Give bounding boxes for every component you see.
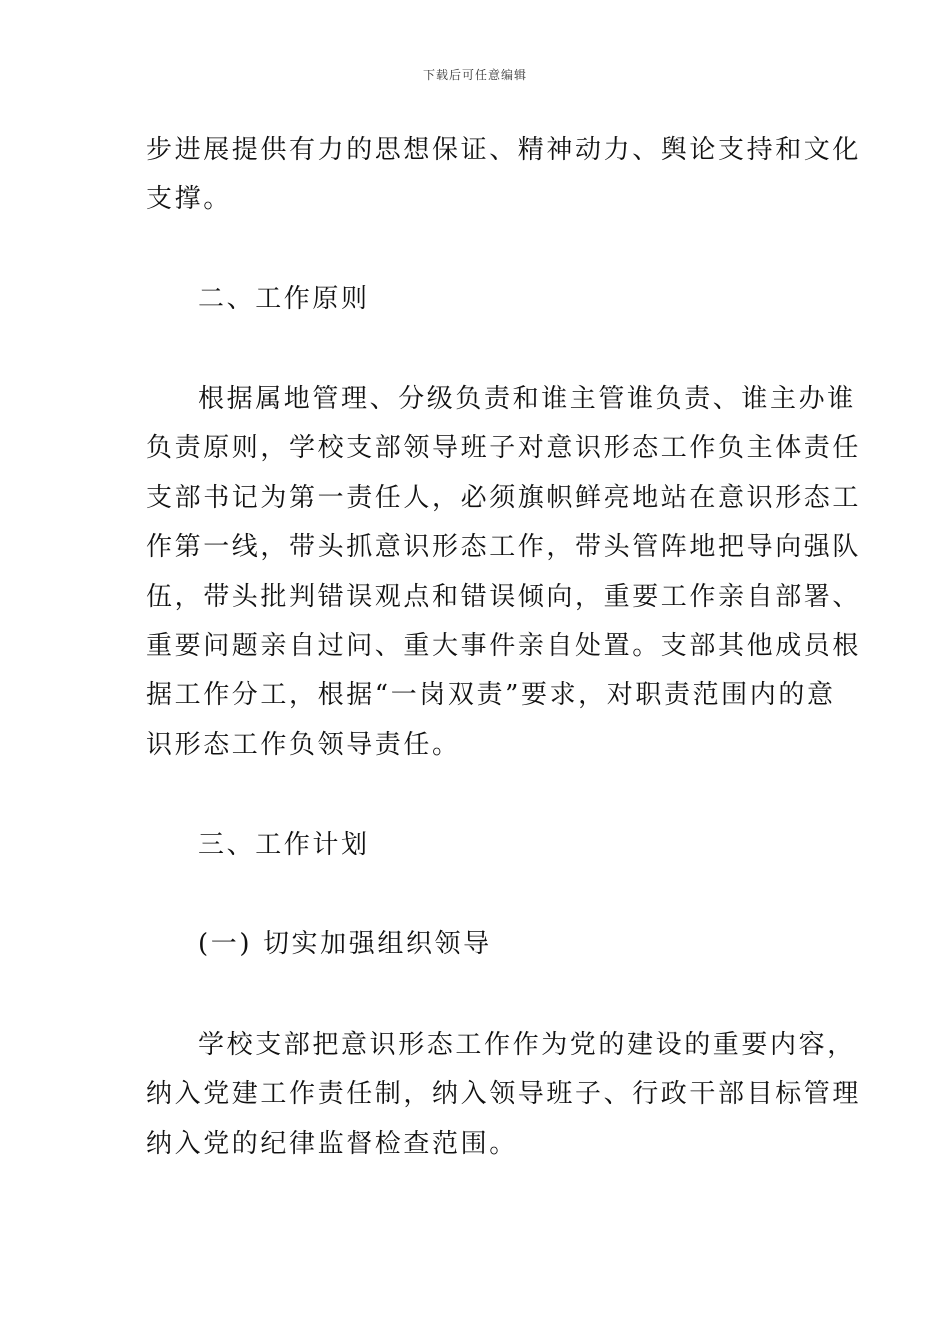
paragraph-line: 支部书记为第一责任人，必须旗帜鲜亮地站在意识形态工 bbox=[146, 483, 862, 513]
paragraph-line: 支撑。 bbox=[146, 184, 232, 214]
paragraph-line: 步进展提供有力的思想保证、精神动力、舆论支持和文化 bbox=[146, 135, 862, 165]
subsection-heading: (一) 切实加强组织领导 bbox=[198, 929, 492, 959]
paragraph-line: 伍，带头批判错误观点和错误倾向，重要工作亲自部署、 bbox=[146, 582, 862, 612]
paragraph-line: 负责原则，学校支部领导班子对意识形态工作负主体责任 bbox=[146, 433, 862, 463]
paragraph-line: 据工作分工，根据“一岗双责”要求，对职责范围内的意 bbox=[146, 680, 836, 710]
paragraph-line: 重要问题亲自过问、重大事件亲自处置。支部其他成员根 bbox=[146, 631, 862, 661]
paragraph-line: 纳入党的纪律监督检查范围。 bbox=[146, 1129, 518, 1159]
paragraph-line: 识形态工作负领导责任。 bbox=[146, 730, 461, 760]
section-heading: 三、工作计划 bbox=[198, 830, 370, 860]
header-note: 下载后可任意编辑 bbox=[422, 68, 527, 82]
paragraph-line: 根据属地管理、分级负责和谁主管谁负责、谁主办谁 bbox=[198, 384, 856, 414]
paragraph-line: 作第一线，带头抓意识形态工作，带头管阵地把导向强队 bbox=[146, 532, 862, 562]
paragraph-line: 纳入党建工作责任制，纳入领导班子、行政干部目标管理 bbox=[146, 1079, 862, 1109]
section-heading: 二、工作原则 bbox=[198, 284, 370, 314]
paragraph-line: 学校支部把意识形态工作作为党的建设的重要内容， bbox=[198, 1030, 856, 1060]
